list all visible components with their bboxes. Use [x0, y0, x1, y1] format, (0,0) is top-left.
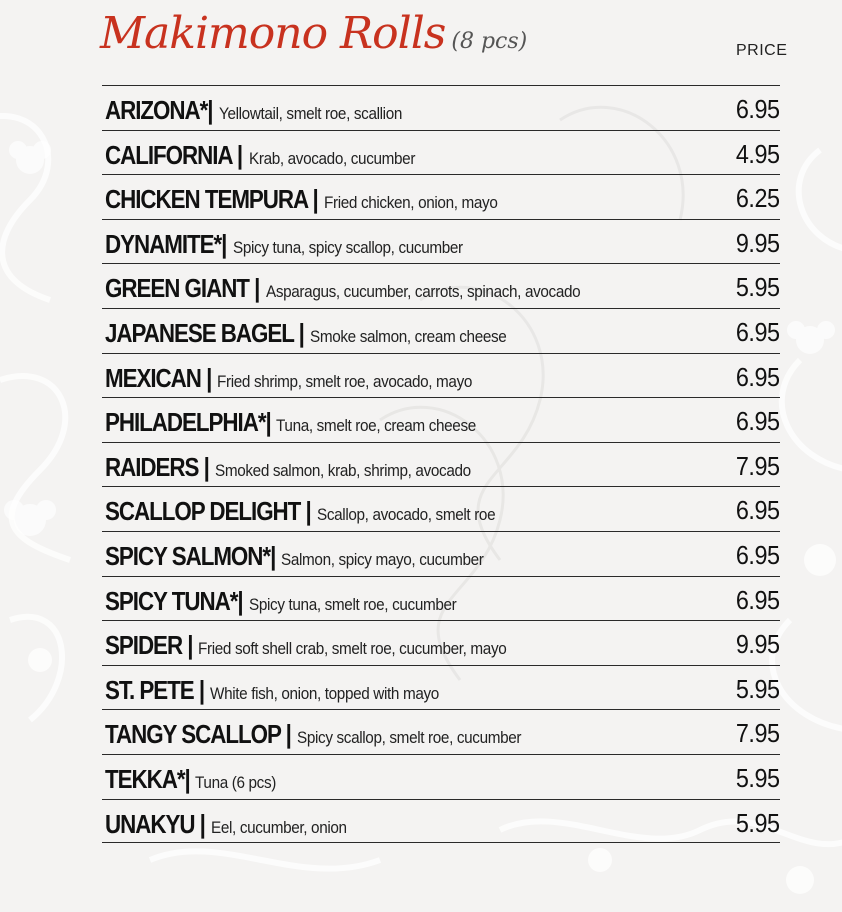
menu-item-description: Eel, cucumber, onion — [211, 817, 347, 837]
menu-title — [100, 8, 527, 59]
menu-item-name: SCALLOP DELIGHT | — [105, 496, 311, 527]
menu-item-text — [105, 229, 488, 260]
menu-item-name: PHILADELPHIA*| — [105, 407, 271, 438]
menu-item-description: Spicy scallop, smelt roe, cucumber — [296, 728, 522, 748]
menu-item-text — [105, 140, 433, 171]
menu-item-row — [102, 486, 780, 531]
title-sub: (8 pcs) — [451, 29, 528, 54]
menu-item-name: SPICY SALMON*| — [105, 540, 276, 571]
menu-item-price: 7.95 — [736, 718, 780, 749]
menu-item-row — [102, 130, 780, 175]
menu-item-name: TANGY SCALLOP | — [105, 719, 291, 750]
menu-item-text — [105, 363, 500, 394]
menu-item-name: ARIZONA*| — [105, 95, 213, 125]
menu-item-description: Fried shrimp, smelt roe, avocado, mayo — [216, 371, 472, 391]
menu-item-text — [105, 630, 541, 661]
menu-item-name-desc — [105, 318, 528, 349]
menu-item-text — [105, 273, 615, 304]
title-main: Makimono Rolls — [100, 8, 446, 59]
menu-item-text — [105, 586, 479, 617]
menu-item-description: Tuna (6 pcs) — [195, 772, 277, 792]
menu-item-row — [102, 353, 780, 398]
menu-item-description: Salmon, spicy mayo, cucumber — [281, 549, 484, 569]
menu-item-description: Asparagus, cucumber, carrots, spinach, avocado — [265, 282, 581, 302]
menu-item-name-desc — [105, 496, 515, 527]
menu-item-name-desc — [105, 229, 488, 260]
menu-items-list — [102, 85, 780, 843]
menu-item-description: Spicy tuna, spicy scallop, cucumber — [232, 237, 463, 257]
menu-item-text — [105, 675, 465, 706]
menu-item-text — [105, 318, 528, 349]
menu-item-price: 6.95 — [736, 584, 780, 615]
menu-item-name-desc — [105, 719, 546, 750]
menu-item-description: Fried chicken, onion, mayo — [324, 193, 498, 213]
menu-item-name: ST. PETE | — [105, 674, 205, 705]
menu-item-name-desc — [105, 407, 499, 438]
menu-item-price: 6.95 — [736, 316, 780, 347]
menu-item-description: Scallop, avocado, smelt roe — [316, 505, 496, 525]
menu-item-name-desc — [105, 363, 500, 394]
menu-item-row — [102, 576, 780, 621]
menu-item-name-desc — [105, 586, 479, 617]
menu-item-row — [102, 397, 780, 442]
menu-item-description: Smoke salmon, cream cheese — [310, 326, 507, 346]
menu-item-price: 9.95 — [736, 227, 780, 258]
menu-item-row — [102, 531, 780, 576]
menu-item-description: Spicy tuna, smelt roe, cucumber — [248, 594, 456, 614]
menu-item-price: 6.95 — [736, 495, 780, 526]
menu-item-row — [102, 799, 780, 844]
menu-item-name: SPICY TUNA*| — [105, 585, 243, 616]
menu-item-description: Yellowtail, smelt roe, scallion — [218, 104, 402, 123]
menu-item-text — [105, 764, 285, 795]
menu-item-name: JAPANESE BAGEL | — [105, 317, 304, 348]
menu-item-text — [105, 95, 422, 126]
menu-item-text — [105, 719, 546, 750]
menu-item-name-desc — [105, 184, 517, 215]
menu-item-text — [105, 452, 499, 483]
menu-item-row — [102, 263, 780, 308]
menu-item-name: UNAKYU | — [105, 808, 205, 839]
menu-item-text — [105, 184, 517, 215]
menu-item-text — [105, 541, 506, 572]
menu-item-price: 5.95 — [736, 807, 780, 838]
menu-item-row — [102, 308, 780, 353]
menu-item-price: 5.95 — [736, 762, 780, 793]
menu-item-description: Tuna, smelt roe, cream cheese — [276, 416, 477, 436]
menu-item-price: 7.95 — [736, 450, 780, 481]
menu-item-row — [102, 665, 780, 710]
menu-item-name: GREEN GIANT | — [105, 273, 260, 304]
menu-item-name: MEXICAN | — [105, 362, 212, 393]
menu-item-text — [105, 809, 362, 840]
menu-item-name: RAIDERS | — [105, 451, 209, 482]
menu-item-name: SPIDER | — [105, 630, 193, 661]
menu-item-name: CHICKEN TEMPURA | — [105, 184, 318, 215]
menu-item-row — [102, 754, 780, 799]
menu-item-name-desc — [105, 95, 422, 126]
menu-item-price: 4.95 — [736, 138, 780, 169]
menu-item-row — [102, 620, 780, 665]
menu-item-price: 6.25 — [736, 183, 780, 214]
menu-item-name-desc — [105, 541, 506, 572]
menu-item-price: 6.95 — [736, 539, 780, 570]
menu-item-row — [102, 442, 780, 487]
menu-item-name-desc — [105, 809, 362, 840]
menu-item-description: Krab, avocado, cucumber — [248, 148, 415, 168]
menu-item-name: DYNAMITE*| — [105, 228, 227, 259]
menu-item-description: White fish, onion, topped with mayo — [210, 683, 440, 703]
menu-item-name-desc — [105, 764, 285, 795]
menu-item-text — [105, 407, 499, 438]
menu-item-name-desc — [105, 630, 541, 661]
menu-item-price: 5.95 — [736, 272, 780, 303]
menu-item-description: Smoked salmon, krab, shrimp, avocado — [214, 460, 471, 480]
menu-item-price: 9.95 — [736, 629, 780, 660]
menu-item-name-desc — [105, 675, 465, 706]
menu-item-price: 6.95 — [736, 94, 780, 124]
menu-item-description: Fried soft shell crab, smelt roe, cucumber, mayo — [198, 639, 507, 659]
menu-item-row — [102, 709, 780, 754]
menu-item-name-desc — [105, 452, 499, 483]
price-column-header: PRICE — [736, 42, 788, 59]
menu-item-name-desc — [105, 273, 615, 304]
menu-item-row — [102, 85, 780, 130]
menu-item-name-desc — [105, 140, 433, 171]
menu-item-price: 5.95 — [736, 673, 780, 704]
menu-item-price: 6.95 — [736, 406, 780, 437]
menu-item-name: CALIFORNIA | — [105, 139, 243, 170]
menu-item-row — [102, 219, 780, 264]
menu-item-row — [102, 174, 780, 219]
menu-item-text — [105, 496, 515, 527]
menu-item-name: TEKKA*| — [105, 763, 190, 794]
menu-item-price: 6.95 — [736, 361, 780, 392]
